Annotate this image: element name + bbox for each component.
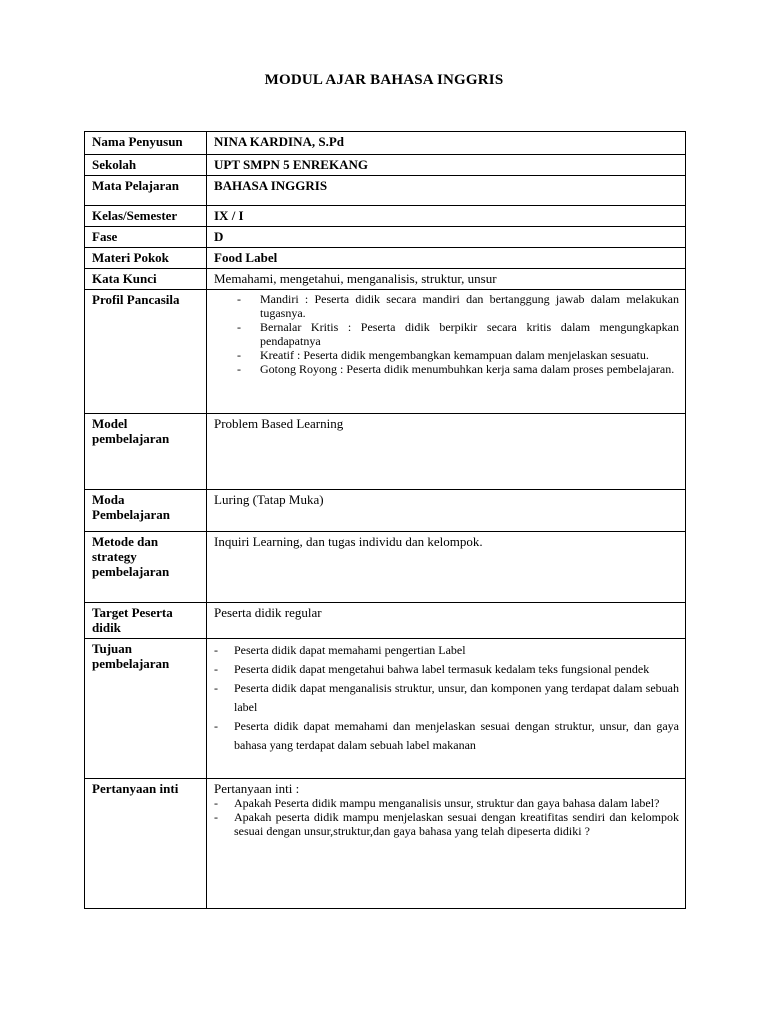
label-sekolah: Sekolah bbox=[85, 155, 207, 176]
list-item: - Kreatif : Peserta didik mengembangkan kemampuan dalam menjelaskan sesuatu. bbox=[237, 348, 649, 362]
label-metode-strategy: Metode dan strategy pembelajaran bbox=[85, 532, 207, 603]
value-materi-pokok: Food Label bbox=[207, 248, 686, 269]
table-row bbox=[85, 414, 686, 490]
table-row bbox=[85, 227, 686, 248]
list-item: - Apakah peserta didik mampu menjelaskan sesuai dengan kreatifitas sendiri dan kelompok sesuai dengan unsur,struktur,dan gaya bahasa yang telah dipeserta didiki ? bbox=[214, 810, 679, 838]
value-mata-pelajaran: BAHASA INGGRIS bbox=[207, 176, 686, 206]
table-row bbox=[85, 290, 686, 414]
pertanyaan-list bbox=[214, 796, 679, 838]
list-item: - Peserta didik dapat menganalisis struktur, unsur, dan komponen yang terdapat dalam sebuah label bbox=[214, 681, 679, 714]
label-tujuan-pembelajaran: Tujuan pembelajaran bbox=[85, 639, 207, 779]
label-target-peserta: Target Peserta didik bbox=[85, 603, 207, 639]
value-sekolah: UPT SMPN 5 ENREKANG bbox=[207, 155, 686, 176]
list-item: - Gotong Royong : Peserta didik menumbuhkan kerja sama dalam proses pembelajaran. bbox=[237, 362, 675, 376]
value-pertanyaan-inti bbox=[207, 779, 686, 909]
value-moda-pembelajaran: Luring (Tatap Muka) bbox=[207, 490, 686, 532]
value-fase: D bbox=[207, 227, 686, 248]
label-materi-pokok: Materi Pokok bbox=[85, 248, 207, 269]
value-profil-pancasila bbox=[207, 290, 686, 414]
list-item: - Peserta didik dapat memahami pengertian Label bbox=[214, 643, 466, 657]
value-target-peserta: Peserta didik regular bbox=[207, 603, 686, 639]
label-kelas-semester: Kelas/Semester bbox=[85, 206, 207, 227]
list-item: - Peserta didik dapat mengetahui bahwa label termasuk kedalam teks fungsional pendek bbox=[214, 662, 650, 676]
label-model-pembelajaran: Model pembelajaran bbox=[85, 414, 207, 490]
label-nama-penyusun: Nama Penyusun bbox=[85, 132, 207, 155]
label-fase: Fase bbox=[85, 227, 207, 248]
table-row bbox=[85, 248, 686, 269]
label-profil-pancasila: Profil Pancasila bbox=[85, 290, 207, 414]
module-table bbox=[84, 131, 686, 909]
label-moda-pembelajaran: Moda Pembelajaran bbox=[85, 490, 207, 532]
table-row bbox=[85, 132, 686, 155]
table-row bbox=[85, 206, 686, 227]
label-kata-kunci: Kata Kunci bbox=[85, 269, 207, 290]
pertanyaan-intro: Pertanyaan inti : bbox=[214, 781, 300, 796]
table-row bbox=[85, 639, 686, 779]
value-model-pembelajaran: Problem Based Learning bbox=[207, 414, 686, 490]
list-item: - Bernalar Kritis : Peserta didik berpikir secara kritis dalam mengungkapkan pendapatnya bbox=[237, 320, 679, 348]
value-kelas-semester: IX / I bbox=[207, 206, 686, 227]
table-row bbox=[85, 269, 686, 290]
table-row bbox=[85, 155, 686, 176]
list-item: - Apakah Peserta didik mampu menganalisis unsur, struktur dan gaya bahasa dalam label? bbox=[214, 796, 660, 810]
tujuan-list bbox=[214, 641, 679, 755]
list-item: - Peserta didik dapat memahami dan menjelaskan sesuai dengan struktur, unsur, dan gaya bahasa yang terdapat dalam sebuah label makanan bbox=[214, 719, 679, 752]
table-row bbox=[85, 779, 686, 909]
document-title: MODUL AJAR BAHASA INGGRIS bbox=[264, 72, 504, 88]
label-pertanyaan-inti: Pertanyaan inti bbox=[85, 779, 207, 909]
table-row bbox=[85, 603, 686, 639]
list-item: - Mandiri : Peserta didik secara mandiri dan bertanggung jawab dalam melakukan tugasnya. bbox=[237, 292, 679, 320]
value-tujuan-pembelajaran bbox=[207, 639, 686, 779]
value-kata-kunci: Memahami, mengetahui, menganalisis, struktur, unsur bbox=[207, 269, 686, 290]
value-nama-penyusun: NINA KARDINA, S.Pd bbox=[207, 132, 686, 155]
label-mata-pelajaran: Mata Pelajaran bbox=[85, 176, 207, 206]
table-row bbox=[85, 532, 686, 603]
table-row bbox=[85, 176, 686, 206]
profil-list bbox=[214, 292, 679, 376]
value-metode-strategy: Inquiri Learning, dan tugas individu dan kelompok. bbox=[207, 532, 686, 603]
table-row bbox=[85, 490, 686, 532]
